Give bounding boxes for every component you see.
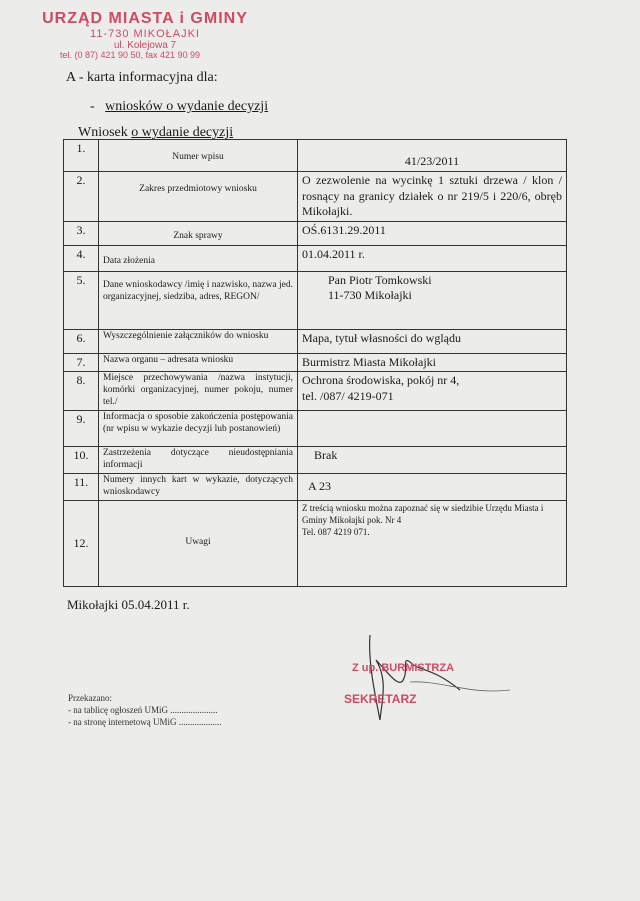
- row-label: Numer wpisu: [99, 140, 298, 172]
- row-label: Zakres przedmiotowy wniosku: [99, 172, 298, 222]
- row-number: 10.: [64, 447, 99, 474]
- applicant-address: 11-730 Mikołajki: [328, 288, 412, 303]
- row-value: [298, 372, 567, 411]
- storage-place: Ochrona środowiska, pokój nr 4,: [302, 373, 460, 388]
- row-label: Numery innych kart w wykazie, dotyczących wnioskodawcy: [99, 473, 298, 500]
- table-row: [64, 271, 567, 329]
- table-row: [64, 140, 567, 172]
- table-row: [64, 372, 567, 411]
- table-row: [64, 473, 567, 500]
- row-value: Burmistrz Miasta Mikołajki: [298, 353, 567, 372]
- row-value: O zezwolenie na wycinkę 1 sztuki drzewa / klon / rosnący na granicy działek o nr 219/5 i 220/6, obręb Mikołajki.: [298, 172, 567, 222]
- row-label: Znak sprawy: [99, 221, 298, 245]
- row-number: 7.: [64, 353, 99, 372]
- row-value: [298, 500, 567, 586]
- caption-underlined: o wydanie decyzji: [131, 125, 234, 140]
- table-row: [64, 353, 567, 372]
- row-label: Miejsce przechowywania /nazwa instytucji, komórki organizacyjnej, numer pokoju, numer tel./: [99, 372, 298, 411]
- applicant-name: Pan Piotr Tomkowski: [328, 272, 432, 287]
- stamp-line-2: 11-730 MIKOŁAJKI: [90, 27, 200, 40]
- place-date: Mikołajki 05.04.2011 r.: [67, 597, 190, 612]
- row-value: [298, 271, 567, 329]
- stamp-line-3: ul. Kolejowa 7: [113, 39, 177, 51]
- caption-prefix: Wniosek: [78, 125, 132, 140]
- row-number: 2.: [64, 172, 99, 222]
- sig-stamp-line-1: Z up. BURMISTRZA: [352, 662, 455, 674]
- przekazano-block: [68, 692, 221, 728]
- remarks-text: Z treścią wniosku można zapoznać się w siedzibie Urzędu Miasta i Gminy Mikołajki pok. Nr 4: [302, 502, 544, 525]
- signature-scribble: [310, 620, 610, 730]
- stamp-line-4: tel. (0 87) 421 90 50, fax 421 90 99: [59, 49, 201, 60]
- header-text: karta informacyjna dla:: [87, 70, 218, 85]
- signature-area: [310, 620, 610, 730]
- table-row: [64, 221, 567, 245]
- row-number: 11.: [64, 473, 99, 500]
- table-row: [64, 411, 567, 447]
- row-value: OŚ.6131.29.2011: [298, 221, 567, 245]
- row-number: 12.: [64, 500, 99, 586]
- header-prefix: A -: [66, 70, 84, 85]
- row-number: 8.: [64, 372, 99, 411]
- row-label: Dane wnioskodawcy /imię i nazwisko, nazwa jed. organizacyjnej, siedziba, adres, REGON/: [99, 271, 298, 329]
- info-table: [63, 139, 567, 587]
- row-value: A 23: [298, 473, 567, 500]
- row-number: 5.: [64, 271, 99, 329]
- subheader-text: wniosków o wydanie decyzji: [105, 99, 269, 114]
- table-row: [64, 447, 567, 474]
- table-row: [64, 245, 567, 271]
- table-row: [64, 500, 567, 586]
- sig-stamp-line-2: SEKRETARZ: [344, 692, 417, 706]
- row-value: 01.04.2011 r.: [298, 245, 567, 271]
- row-label: Informacja o sposobie zakończenia postępowania (nr wpisu w wykazie decyzji lub postanowień): [99, 411, 298, 447]
- row-number: 6.: [64, 329, 99, 353]
- row-number: 4.: [64, 245, 99, 271]
- remarks-phone: Tel. 087 4219 071.: [302, 526, 370, 537]
- row-value: Brak: [298, 447, 567, 474]
- table-row: [64, 172, 567, 222]
- card-subheader: [90, 99, 268, 115]
- przekazano-item: - na tablicę ogłoszeń UMiG .....................: [68, 705, 218, 716]
- table-row: [64, 329, 567, 353]
- row-label: Wyszczególnienie załączników do wniosku: [99, 329, 298, 353]
- card-header: [66, 70, 218, 86]
- storage-phone: tel. /087/ 4219-071: [302, 388, 394, 403]
- row-number: 3.: [64, 221, 99, 245]
- row-label: Data złożenia: [99, 245, 298, 271]
- przekazano-item: - na stronę internetową UMiG ...................: [68, 717, 222, 728]
- row-label: Zastrzeżenia dotyczące nieudostępniania informacji: [99, 447, 298, 474]
- row-label: Nazwa organu – adresata wniosku: [99, 353, 298, 372]
- przekazano-title: Przekazano:: [68, 693, 112, 703]
- subheader-bullet: -: [90, 99, 95, 114]
- stamp-line-1: URZĄD MIASTA i GMINY: [42, 10, 248, 27]
- row-value: 41/23/2011: [298, 140, 567, 172]
- row-number: 9.: [64, 411, 99, 447]
- row-value: Mapa, tytuł własności do wglądu: [298, 329, 567, 353]
- row-label: Uwagi: [99, 500, 298, 586]
- row-number: 1.: [64, 140, 99, 172]
- row-value: [298, 411, 567, 447]
- office-stamp: [40, 10, 250, 61]
